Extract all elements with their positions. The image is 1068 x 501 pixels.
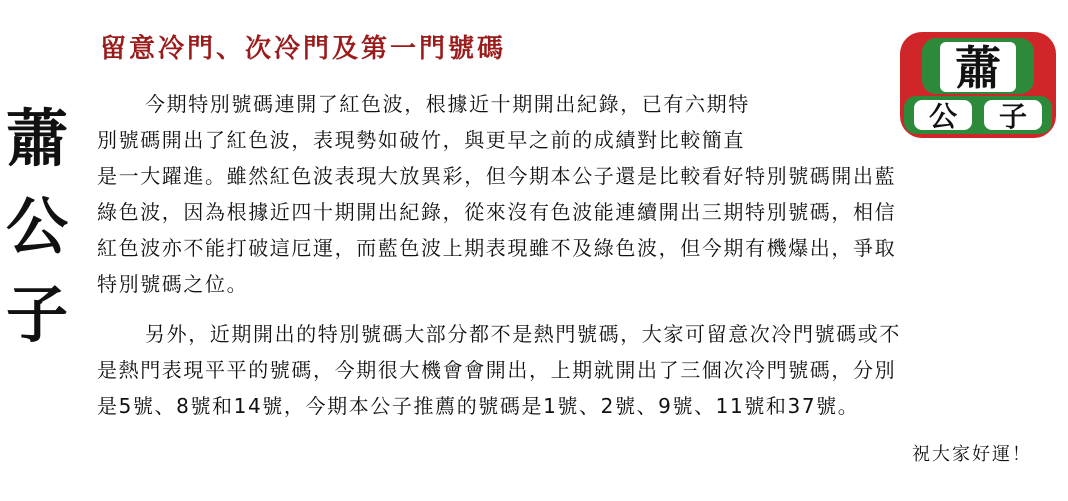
paragraph-line: 是熱門表現平平的號碼，今期很大機會會開出，上期就開出了三個次冷門號碼，分別 [97, 358, 897, 382]
side-brand-vertical [2, 95, 72, 359]
side-brand-char: 蕭 [5, 102, 68, 175]
brand-logo-graphic [896, 30, 1060, 142]
paragraph-line: 特別號碼之位。 [97, 272, 249, 296]
paragraph-line: 綠色波，因為根據近四十期開出紀錄，從來沒有色波能連續開出三期特別號碼，相信 [97, 200, 897, 224]
logo-top-char: 蕭 [955, 41, 1001, 95]
paragraph-line: 紅色波亦不能打破這厄運，而藍色波上期表現雖不及綠色波，但今期有機爆出，爭取 [97, 236, 897, 260]
paragraph-line: 別號碼開出了紅色波，表現勢如破竹，與更早之前的成績對比較簡直 [97, 128, 745, 152]
headline: 留意冷門、次冷門及第一門號碼 [100, 34, 507, 64]
paragraph-2 [97, 316, 901, 424]
paragraph-line: 是5號、8號和14號，今期本公子推薦的號碼是1號、2號、9號、11號和37號。 [97, 394, 860, 418]
side-brand-char: 子 [5, 278, 68, 351]
side-brand-char: 公 [5, 190, 68, 263]
logo-bottom-char-right: 子 [998, 100, 1028, 133]
paragraph-line: 另外，近期開出的特別號碼大部分都不是熱門號碼，大家可留意次冷門號碼或不 [145, 322, 901, 346]
paragraph-line: 是一大躍進。雖然紅色波表現大放異彩，但今期本公子還是比較看好特別號碼開出藍 [97, 164, 897, 188]
signoff: 祝大家好運！ [912, 444, 1032, 465]
logo-bottom-char-left: 公 [928, 100, 958, 133]
brand-logo [896, 30, 1060, 142]
paragraph-1 [97, 86, 896, 302]
paragraph-line: 今期特別號碼連開了紅色波，根據近十期開出紀錄，已有六期特 [145, 92, 750, 116]
